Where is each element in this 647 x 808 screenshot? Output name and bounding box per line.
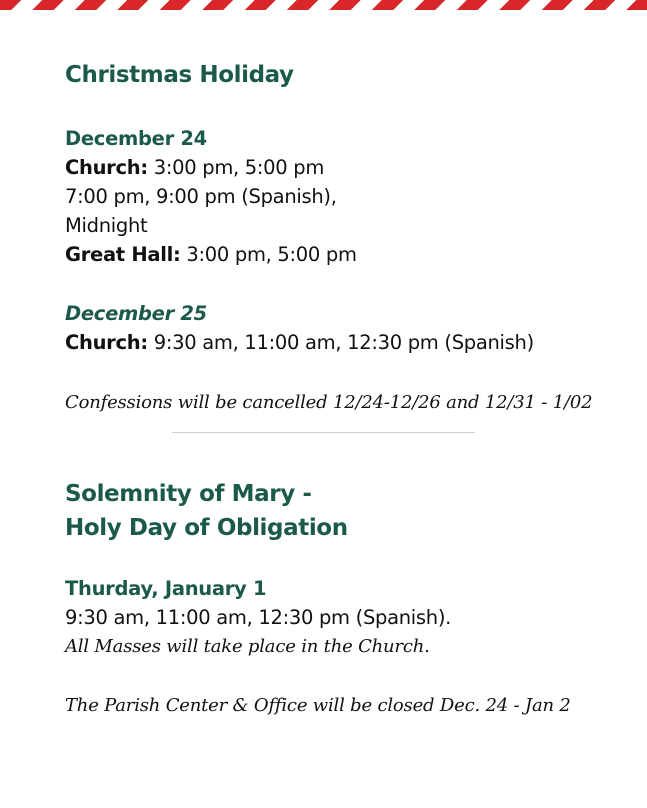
- church-times: 9:30 am, 11:00 am, 12:30 pm (Spanish): [153, 331, 534, 354]
- dec24-church-line: [65, 153, 324, 183]
- confessions-note: Confessions will be cancelled 12/24-12/26 and 12/31 - 1/02: [65, 392, 593, 413]
- parish-closure-note: The Parish Center & Office will be closed Dec. 24 - Jan 2: [65, 695, 571, 716]
- solemnity-title-line2: Holy Day of Obligation: [65, 515, 348, 541]
- church-times: 3:00 pm, 5:00 pm: [153, 156, 325, 179]
- church-label: Church:: [65, 156, 148, 179]
- dec24-hall-line: [65, 240, 357, 270]
- masses-location-note: All Masses will take place in the Church.: [65, 636, 430, 657]
- dec24-church-times-continued: 7:00 pm, 9:00 pm (Spanish),: [65, 185, 337, 208]
- dec24-midnight: Midnight: [65, 214, 148, 237]
- candy-cane-border: [0, 0, 647, 10]
- december-24-heading: December 24: [65, 127, 207, 150]
- great-hall-label: Great Hall:: [65, 243, 181, 266]
- section-divider: [172, 432, 475, 433]
- church-label: Church:: [65, 331, 148, 354]
- solemnity-title-line1: Solemnity of Mary -: [65, 481, 312, 507]
- christmas-holiday-title: Christmas Holiday: [65, 62, 294, 88]
- january-1-heading: Thurday, January 1: [65, 577, 267, 600]
- december-25-heading: December 25: [65, 302, 207, 325]
- january-1-times: 9:30 am, 11:00 am, 12:30 pm (Spanish).: [65, 606, 452, 629]
- great-hall-times: 3:00 pm, 5:00 pm: [186, 243, 357, 266]
- dec25-church-line: [65, 328, 534, 358]
